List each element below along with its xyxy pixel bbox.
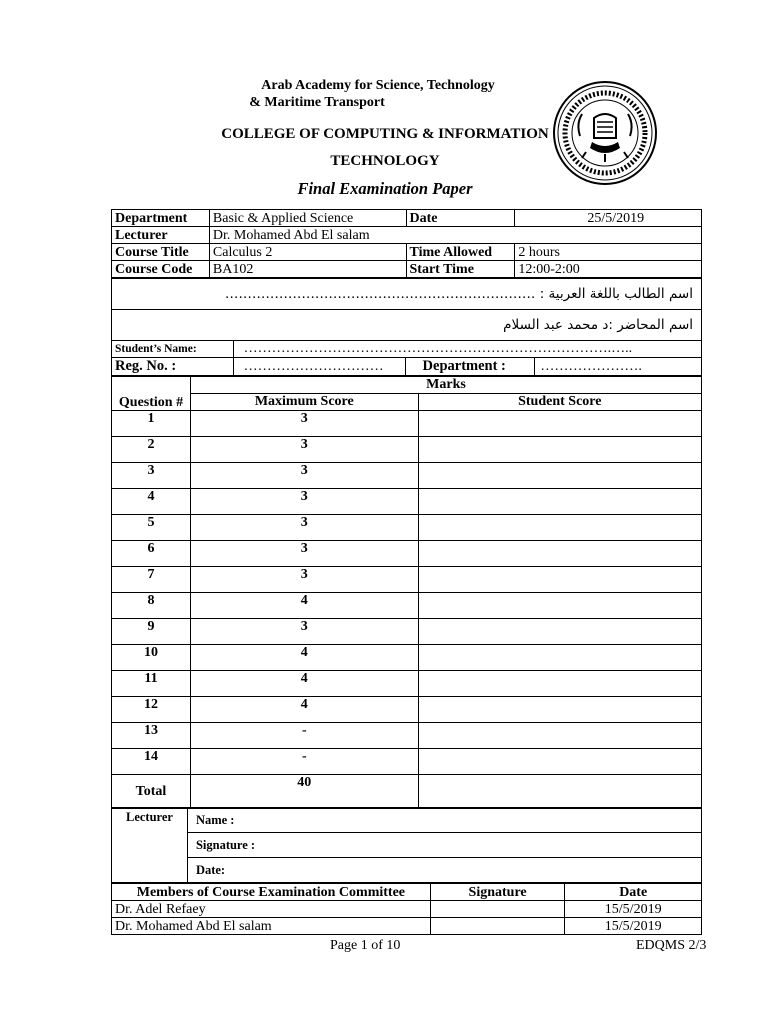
committee-date-header: Date [565, 884, 702, 901]
student-score-field[interactable] [418, 645, 701, 671]
marks-row [112, 515, 702, 541]
committee-table [111, 883, 702, 935]
student-score-field[interactable] [418, 489, 701, 515]
lecturer-signoff-table [111, 807, 702, 883]
student-score-field[interactable] [418, 671, 701, 697]
marks-row [112, 645, 702, 671]
max-score: - [190, 723, 418, 749]
marks-row [112, 723, 702, 749]
question-number: 8 [112, 593, 191, 619]
institution-name-line1: Arab Academy for Science, Technology [261, 78, 495, 93]
start-time-label: Start Time [406, 261, 515, 278]
max-score: 3 [190, 541, 418, 567]
reg-no-label: Reg. No. : [112, 358, 234, 376]
lecturer-block-label: Lecturer [112, 808, 188, 883]
reg-no-field[interactable]: ………………………… [233, 358, 405, 376]
academy-seal-icon [552, 80, 658, 186]
committee-member-name: Dr. Mohamed Abd El salam [112, 918, 431, 935]
lecturer-label: Lecturer [112, 227, 210, 244]
total-max-score: 40 [190, 775, 418, 809]
question-number: 13 [112, 723, 191, 749]
marks-row [112, 749, 702, 775]
marks-row [112, 593, 702, 619]
question-number: 14 [112, 749, 191, 775]
max-score: 3 [190, 619, 418, 645]
date-value: 25/5/2019 [515, 210, 702, 227]
max-score: 3 [190, 437, 418, 463]
arabic-name-table [111, 278, 702, 341]
lecturer-date-field[interactable]: Date: [187, 858, 701, 883]
arabic-lecturer-name: اسم المحاضر :د محمد عبد السلام [112, 310, 702, 341]
max-score: 3 [190, 567, 418, 593]
course-code-value: BA102 [209, 261, 406, 278]
question-number: 7 [112, 567, 191, 593]
paper-title: Final Examination Paper [297, 179, 473, 198]
total-student-score[interactable] [418, 775, 701, 809]
student-score-field[interactable] [418, 697, 701, 723]
question-number: 10 [112, 645, 191, 671]
student-name-label: Student’s Name: [112, 341, 234, 358]
question-column-header: Question # [112, 377, 191, 411]
marks-row [112, 463, 702, 489]
lecturer-name-field[interactable]: Name : [187, 808, 701, 833]
max-score: 3 [190, 489, 418, 515]
max-score-column-header: Maximum Score [190, 394, 418, 411]
question-number: 3 [112, 463, 191, 489]
course-info-table [111, 209, 702, 278]
max-score: - [190, 749, 418, 775]
time-allowed-label: Time Allowed [406, 244, 515, 261]
institution-name-line2: & Maritime Transport [249, 95, 385, 110]
question-number: 5 [112, 515, 191, 541]
document-code: EDQMS 2/3 [636, 938, 707, 953]
question-number: 9 [112, 619, 191, 645]
marks-row [112, 489, 702, 515]
max-score: 4 [190, 645, 418, 671]
marks-row [112, 541, 702, 567]
student-score-field[interactable] [418, 541, 701, 567]
committee-member-signature[interactable] [430, 901, 565, 918]
college-name-line2: TECHNOLOGY [330, 153, 440, 169]
student-score-field[interactable] [418, 723, 701, 749]
student-score-field[interactable] [418, 437, 701, 463]
student-score-field[interactable] [418, 515, 701, 541]
time-allowed-value: 2 hours [515, 244, 702, 261]
question-number: 4 [112, 489, 191, 515]
marks-table [111, 376, 702, 809]
student-score-field[interactable] [418, 749, 701, 775]
student-department-field[interactable]: …………………. [535, 358, 702, 376]
student-info-table [111, 340, 702, 376]
marks-row [112, 671, 702, 697]
max-score: 3 [190, 463, 418, 489]
student-score-field[interactable] [418, 463, 701, 489]
marks-group-header: Marks [190, 377, 701, 394]
committee-signature-header: Signature [430, 884, 565, 901]
student-name-field[interactable]: …………………………………………………………………….….. [233, 341, 701, 358]
lecturer-signature-field[interactable]: Signature : [187, 833, 701, 858]
student-score-field[interactable] [418, 593, 701, 619]
college-name-line1: COLLEGE OF COMPUTING & INFORMATION [221, 126, 549, 142]
max-score: 4 [190, 671, 418, 697]
course-title-label: Course Title [112, 244, 210, 261]
student-score-column-header: Student Score [418, 394, 701, 411]
marks-row [112, 411, 702, 437]
date-label: Date [406, 210, 515, 227]
lecturer-value: Dr. Mohamed Abd El salam [209, 227, 701, 244]
start-time-value: 12:00-2:00 [515, 261, 702, 278]
max-score: 4 [190, 593, 418, 619]
page-number: Page 1 of 10 [330, 938, 401, 953]
committee-members-header: Members of Course Examination Committee [112, 884, 431, 901]
student-department-label: Department : [405, 358, 535, 376]
department-label: Department [112, 210, 210, 227]
committee-member-date: 15/5/2019 [565, 918, 702, 935]
course-code-label: Course Code [112, 261, 210, 278]
question-number: 6 [112, 541, 191, 567]
marks-row [112, 697, 702, 723]
max-score: 3 [190, 515, 418, 541]
department-value: Basic & Applied Science [209, 210, 406, 227]
course-title-value: Calculus 2 [209, 244, 406, 261]
question-number: 11 [112, 671, 191, 697]
total-label: Total [112, 775, 191, 809]
question-number: 1 [112, 411, 191, 437]
committee-member-signature[interactable] [430, 918, 565, 935]
committee-member-name: Dr. Adel Refaey [112, 901, 431, 918]
student-score-field[interactable] [418, 567, 701, 593]
question-number: 12 [112, 697, 191, 723]
committee-member-date: 15/5/2019 [565, 901, 702, 918]
marks-row [112, 437, 702, 463]
marks-row [112, 567, 702, 593]
max-score: 3 [190, 411, 418, 437]
arabic-student-name-field[interactable]: اسم الطالب باللغة العربية : …………………………………………………………… [112, 279, 702, 310]
max-score: 4 [190, 697, 418, 723]
student-score-field[interactable] [418, 411, 701, 437]
marks-row [112, 619, 702, 645]
question-number: 2 [112, 437, 191, 463]
student-score-field[interactable] [418, 619, 701, 645]
